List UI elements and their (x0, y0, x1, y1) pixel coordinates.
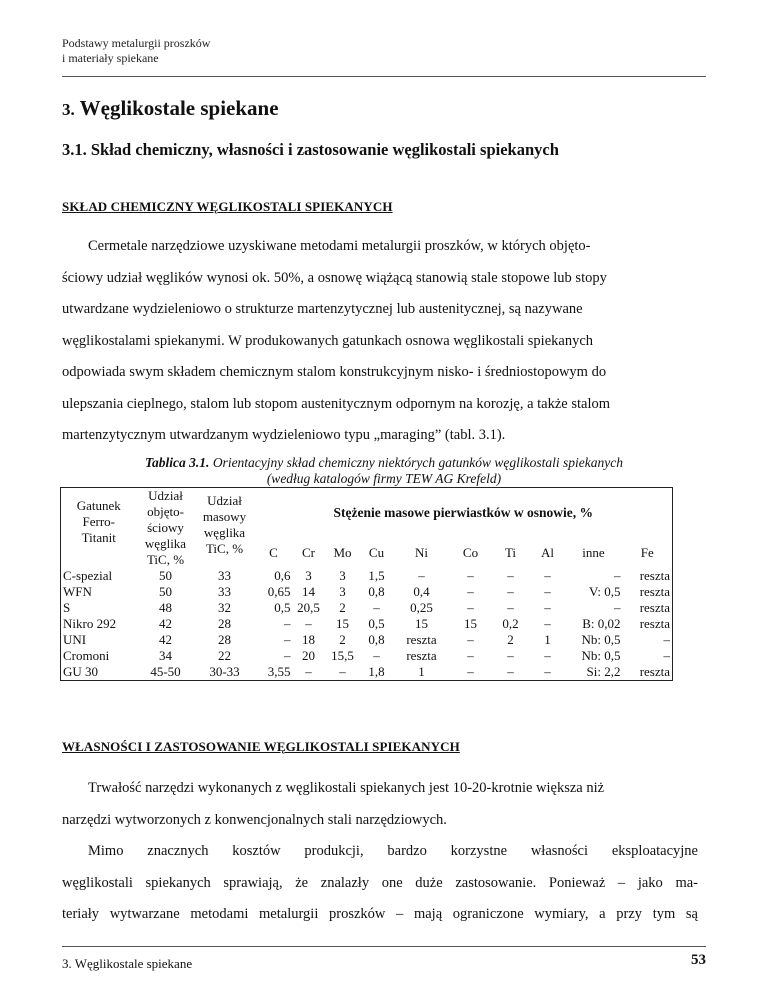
table-cell: 33 (218, 568, 231, 583)
paragraph-line: ściowy udział węglików wynosi ok. 50%, a osnowę wiążącą stanowią stale stopowe lub stopy (62, 269, 607, 286)
header-text: Titanit (81, 530, 116, 545)
table-cell: S (63, 600, 71, 615)
table-cell: reszta (406, 632, 437, 647)
table-cell: – (284, 632, 291, 647)
table-row (61, 616, 673, 632)
table-cell: 28 (218, 616, 231, 631)
header-volume-share (137, 488, 195, 569)
table-cell: – (544, 584, 551, 599)
header-text: TiC, % (146, 552, 185, 567)
header-gatunek (61, 488, 137, 569)
table-cell: 3 (305, 568, 312, 583)
table-cell: – (467, 584, 474, 599)
header-element-cr: Cr (302, 545, 315, 560)
header-text: TiC, % (205, 541, 244, 556)
table-cell: – (507, 648, 514, 663)
table-cell: 0,8 (368, 584, 385, 599)
table-cell: 50 (159, 584, 172, 599)
table-cell: – (663, 632, 670, 647)
table-cell: reszta (639, 616, 670, 631)
running-header-line2: i materiały spiekane (62, 51, 159, 65)
table-cell: Si: 2,2 (586, 664, 621, 679)
paragraph-intro (62, 231, 698, 452)
table-cell: 0,6 (274, 568, 291, 583)
header-concentration-group: Stężenie masowe pierwiastków w osnowie, % (333, 505, 593, 520)
table-cell: 1 (544, 632, 551, 647)
paragraph-line: teriały wytwarzane metodami metalurgii proszków – mają ograniczone wymiary, a przy tym są (62, 906, 698, 922)
subheading-chemical-composition: SKŁAD CHEMICZNY WĘGLIKOSTALI SPIEKANYCH (62, 199, 393, 214)
table-cell: 28 (218, 632, 231, 647)
header-element-co: Co (462, 545, 479, 560)
paragraph-line: utwardzane wydzieleniowo o strukturze martenzytycznej lub austenitycznej, są nazywane (62, 301, 583, 317)
table-caption-label: Tablica 3.1. (145, 455, 210, 470)
table-cell: 1,8 (368, 664, 385, 679)
table-cell: – (467, 600, 474, 615)
table-cell: – (284, 616, 291, 631)
table-cell: – (305, 664, 312, 679)
table-row (61, 664, 673, 681)
paragraph-durability (62, 773, 698, 836)
header-element-ni: Ni (415, 545, 428, 560)
table-cell: GU 30 (63, 664, 99, 679)
table-cell: 42 (159, 616, 172, 631)
table-cell: – (418, 568, 425, 583)
table-cell: Nikro 292 (63, 616, 117, 631)
table-cell: 2 (507, 632, 514, 647)
footer-divider (62, 946, 706, 947)
table-cell: 33 (218, 584, 231, 599)
table-cell: 30-33 (209, 664, 240, 679)
composition-table-body (61, 568, 673, 681)
table-cell: – (305, 616, 312, 631)
table-caption (62, 455, 706, 487)
header-element-cu: Cu (368, 545, 385, 560)
table-cell: 15,5 (331, 648, 354, 663)
table-cell: 42 (159, 632, 172, 647)
page-number: 53 (691, 952, 706, 968)
table-cell: – (373, 600, 380, 615)
table-cell: V: 0,5 (588, 584, 621, 599)
table-row (61, 600, 673, 616)
table-cell: 18 (302, 632, 315, 647)
paragraph-line: węglikostali spiekanych sprawiają, że znalazły one duże zastosowanie. Ponieważ – jako ma- (62, 874, 698, 891)
table-cell: 2 (339, 600, 346, 615)
table-cell: reszta (406, 648, 437, 663)
table-cell: reszta (639, 664, 670, 679)
table-cell: – (467, 632, 474, 647)
running-header (62, 36, 210, 66)
table-cell: – (507, 584, 514, 599)
chapter-title (62, 96, 279, 121)
table-cell: B: 0,02 (582, 616, 621, 631)
header-text: węglika (144, 536, 187, 551)
table-cell: WFN (63, 584, 92, 599)
table-cell: 0,4 (413, 584, 430, 599)
paragraph-line: Cermetale narzędziowe uzyskiwane metodami metalurgii proszków, w których objęto- (88, 238, 591, 254)
table-cell: 20 (302, 648, 315, 663)
table-cell: Nb: 0,5 (581, 648, 621, 663)
table-cell: 0,5 (274, 600, 291, 615)
footer-chapter: 3. Węglikostale spiekane (62, 956, 193, 971)
table-cell: – (544, 568, 551, 583)
table-cell: 0,5 (368, 616, 385, 631)
table-cell: 1,5 (368, 568, 385, 583)
table-caption-source: (według katalogów firmy TEW AG Krefeld) (266, 471, 502, 486)
table-cell: 22 (218, 648, 231, 663)
paragraph-line: węglikostalami spiekanymi. W produkowanych gatunkach osnowa węglikostali spiekanych (62, 332, 594, 349)
table-cell: – (284, 648, 291, 663)
paragraph-line: Mimo znacznych kosztów produkcji, bardzo korzystne własności eksploatacyjne (88, 843, 698, 859)
table-cell: UNI (63, 632, 87, 647)
table-cell: 15 (336, 616, 349, 631)
header-text: objęto- (147, 504, 184, 519)
table-cell: – (544, 600, 551, 615)
composition-table (60, 487, 673, 681)
table-cell: – (544, 616, 551, 631)
chapter-number: 3. (62, 100, 75, 119)
table-cell: – (614, 568, 621, 583)
header-element-mo: Mo (333, 545, 352, 560)
table-cell: – (544, 664, 551, 679)
table-cell: reszta (639, 584, 670, 599)
table-cell: 15 (464, 616, 477, 631)
table-caption-text: Orientacyjny skład chemiczny niektórych gatunków węglikostali spiekanych (209, 455, 623, 470)
header-mass-share (195, 488, 255, 569)
paragraph-line: ulepszania cieplnego, stalom lub stopom austenitycznym odpornym na korozję, a także stalom (62, 395, 611, 412)
table-cell: 1 (418, 664, 425, 679)
table-cell: – (373, 648, 380, 663)
table-row (61, 584, 673, 600)
header-element-fe: Fe (640, 545, 654, 560)
paragraph-applications (62, 836, 698, 931)
table-cell: 45-50 (150, 664, 181, 679)
header-element-inne: inne (582, 545, 605, 560)
table-cell: – (507, 600, 514, 615)
table-cell: C-spezial (63, 568, 113, 583)
table-cell: – (339, 664, 346, 679)
subheading-properties-applications: WŁASNOŚCI I ZASTOSOWANIE WĘGLIKOSTALI SPIEKANYCH (62, 739, 460, 754)
table-cell: reszta (639, 568, 670, 583)
table-cell: 0,2 (502, 616, 519, 631)
table-cell: – (544, 648, 551, 663)
table-row (61, 632, 673, 648)
table-cell: 32 (218, 600, 231, 615)
table-cell: Cromoni (63, 648, 110, 663)
table-cell: Nb: 0,5 (581, 632, 621, 647)
table-cell: 14 (302, 584, 315, 599)
table-cell: – (467, 648, 474, 663)
table-cell: – (507, 568, 514, 583)
table-cell: 20,5 (297, 600, 320, 615)
header-element-al: Al (541, 545, 554, 560)
paragraph-line: Trwałość narzędzi wykonanych z węglikostali spiekanych jest 10-20-krotnie większa niż (88, 780, 605, 796)
table-row (61, 568, 673, 584)
table-cell: 2 (339, 632, 346, 647)
paragraph-line: odpowiada swym składem chemicznym stalom konstrukcyjnym nisko- i średniostopowym do (62, 364, 607, 380)
table-cell: 15 (415, 616, 428, 631)
paragraph-line: martenzytycznym utwardzanym wydzieleniowo typu „maraging” (tabl. 3.1). (62, 427, 506, 443)
table-cell: – (507, 664, 514, 679)
header-text: masowy (202, 509, 247, 524)
table-cell: reszta (639, 600, 670, 615)
header-divider (62, 76, 706, 77)
table-cell: 0,65 (267, 584, 291, 599)
header-text: Udział (207, 493, 242, 508)
table-cell: – (467, 664, 474, 679)
section-title: 3.1. Skład chemiczny, własności i zastosowanie węglikostali spiekanych (62, 140, 559, 159)
table-cell: 34 (159, 648, 172, 663)
header-text: Gatunek (76, 498, 121, 513)
header-element-ti: Ti (504, 545, 517, 560)
table-cell: 0,8 (368, 632, 385, 647)
header-text: węglika (203, 525, 246, 540)
table-cell: 50 (159, 568, 172, 583)
chapter-title-text: Węglikostale spiekane (79, 96, 279, 120)
header-text: Ferro- (82, 514, 115, 529)
running-header-line1: Podstawy metalurgii proszków (62, 36, 211, 50)
table-cell: – (614, 600, 621, 615)
table-cell: 0,25 (410, 600, 433, 615)
header-text: Udział (148, 488, 183, 503)
table-cell: 3 (339, 568, 346, 583)
table-cell: 48 (159, 600, 172, 615)
table-cell: – (663, 648, 670, 663)
table-row (61, 648, 673, 664)
table-cell: 3,55 (267, 664, 291, 679)
header-element-c: C (269, 545, 278, 560)
paragraph-line: narzędzi wytworzonych z konwencjonalnych stali narzędziowych. (62, 811, 447, 828)
table-cell: 3 (339, 584, 346, 599)
header-text: ściowy (147, 520, 184, 535)
table-cell: – (467, 568, 474, 583)
